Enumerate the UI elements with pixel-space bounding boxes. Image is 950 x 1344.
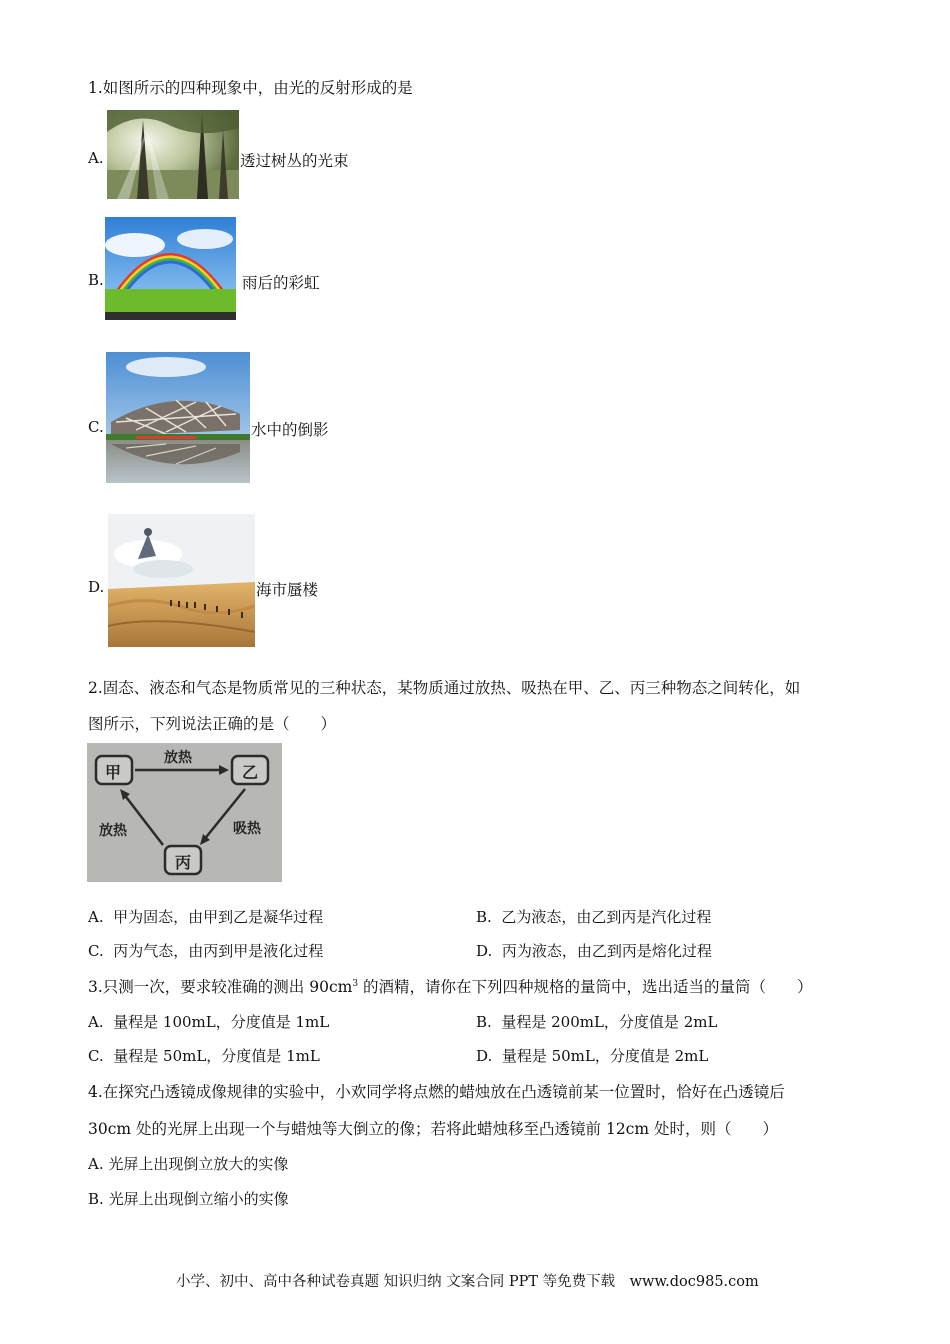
q1-option-d-image (108, 514, 255, 647)
q4-option-b (88, 1188, 289, 1209)
q2-state-diagram (87, 743, 282, 882)
q3-option-b (476, 1011, 717, 1032)
q1-option-a-caption: 透过树丛的光束 (240, 152, 349, 170)
page-footer: 小学、初中、高中各种试卷真题 知识归纳 文案合同 PPT 等免费下载 www.doc985.com (176, 1274, 759, 1290)
q1-option-b-image (105, 217, 236, 320)
q2-option-c-label: C. (88, 942, 104, 960)
q2-option-a (88, 906, 323, 927)
q4-option-a-text: 光屏上出现倒立放大的实像 (108, 1155, 289, 1173)
q1-option-c-label: C. (88, 418, 104, 436)
q1-option-c-caption: 水中的倒影 (251, 421, 329, 439)
q2-option-c (88, 940, 323, 961)
q4-option-a-label: A. (88, 1155, 104, 1173)
q1-option-d-caption: 海市蜃楼 (256, 581, 319, 599)
q2-option-a-text: 甲为固态，由甲到乙是凝华过程 (113, 908, 324, 926)
diagram-node-yi: 乙 (242, 763, 259, 782)
q3-stem-pre: 3.只测一次，要求较准确的测出 90cm (88, 978, 353, 996)
q1-option-c-image (106, 352, 250, 483)
q3-option-a-text: 量程是 100mL，分度值是 1mL (113, 1013, 330, 1031)
q4-stem-line2: 30cm 处的光屏上出现一个与蜡烛等大倒立的像；若将此蜡烛移至凸透镜前 12cm 处时，则（ ） (88, 1120, 778, 1138)
q2-option-b-text: 乙为液态，由乙到丙是汽化过程 (501, 908, 712, 926)
q3-option-a-label: A. (88, 1013, 104, 1031)
q2-option-a-label: A. (88, 908, 104, 926)
q2-option-d-text: 丙为液态，由乙到丙是熔化过程 (501, 942, 712, 960)
q3-option-d-label: D. (476, 1047, 493, 1065)
q2-option-d (476, 940, 712, 961)
q4-option-a (88, 1153, 288, 1174)
q3-option-c-label: C. (88, 1047, 104, 1065)
q3-option-d-text: 量程是 50mL，分度值是 2mL (501, 1047, 709, 1065)
q3-option-c (88, 1045, 320, 1066)
q1-option-b-caption: 雨后的彩虹 (242, 274, 320, 292)
q4-option-b-label: B. (88, 1190, 104, 1208)
diagram-node-bing: 丙 (175, 853, 192, 872)
q2-option-c-text: 丙为气态，由丙到甲是液化过程 (113, 942, 324, 960)
diagram-edge-yi-bing: 吸热 (233, 821, 261, 837)
q1-option-a-image (107, 110, 239, 199)
diagram-node-jia: 甲 (105, 763, 122, 782)
q4-stem-line1: 4.在探究凸透镜成像规律的实验中，小欢同学将点燃的蜡烛放在凸透镜前某一位置时，恰好在凸透镜后 (88, 1083, 785, 1101)
q3-option-b-label: B. (476, 1013, 492, 1031)
q2-option-d-label: D. (476, 942, 493, 960)
q1-stem: 1.如图所示的四种现象中，由光的反射形成的是 (88, 79, 413, 97)
q4-option-b-text: 光屏上出现倒立缩小的实像 (108, 1190, 289, 1208)
q3-option-a (88, 1011, 329, 1032)
q2-option-b (476, 906, 711, 927)
q3-stem-sup: 3 (352, 979, 359, 989)
q1-option-d-label: D. (88, 578, 105, 596)
q1-option-a-label: A. (88, 149, 104, 167)
diagram-edge-bing-jia: 放热 (99, 823, 127, 839)
q2-option-b-label: B. (476, 908, 492, 926)
q3-option-b-text: 量程是 200mL，分度值是 2mL (501, 1013, 718, 1031)
diagram-edge-jia-yi: 放热 (164, 750, 192, 766)
q3-option-d (476, 1045, 708, 1066)
q3-stem (88, 975, 813, 997)
q2-stem-line2: 图所示，下列说法正确的是（ ） (88, 715, 337, 733)
q2-stem-line1: 2.固态、液态和气态是物质常见的三种状态，某物质通过放热、吸热在甲、乙、丙三种物态之间转化，如 (88, 679, 801, 697)
q3-option-c-text: 量程是 50mL，分度值是 1mL (113, 1047, 320, 1065)
q3-stem-post: 的酒精，请你在下列四种规格的量筒中，选出适当的量筒（ ） (358, 978, 813, 996)
q1-option-b-label: B. (88, 271, 104, 289)
